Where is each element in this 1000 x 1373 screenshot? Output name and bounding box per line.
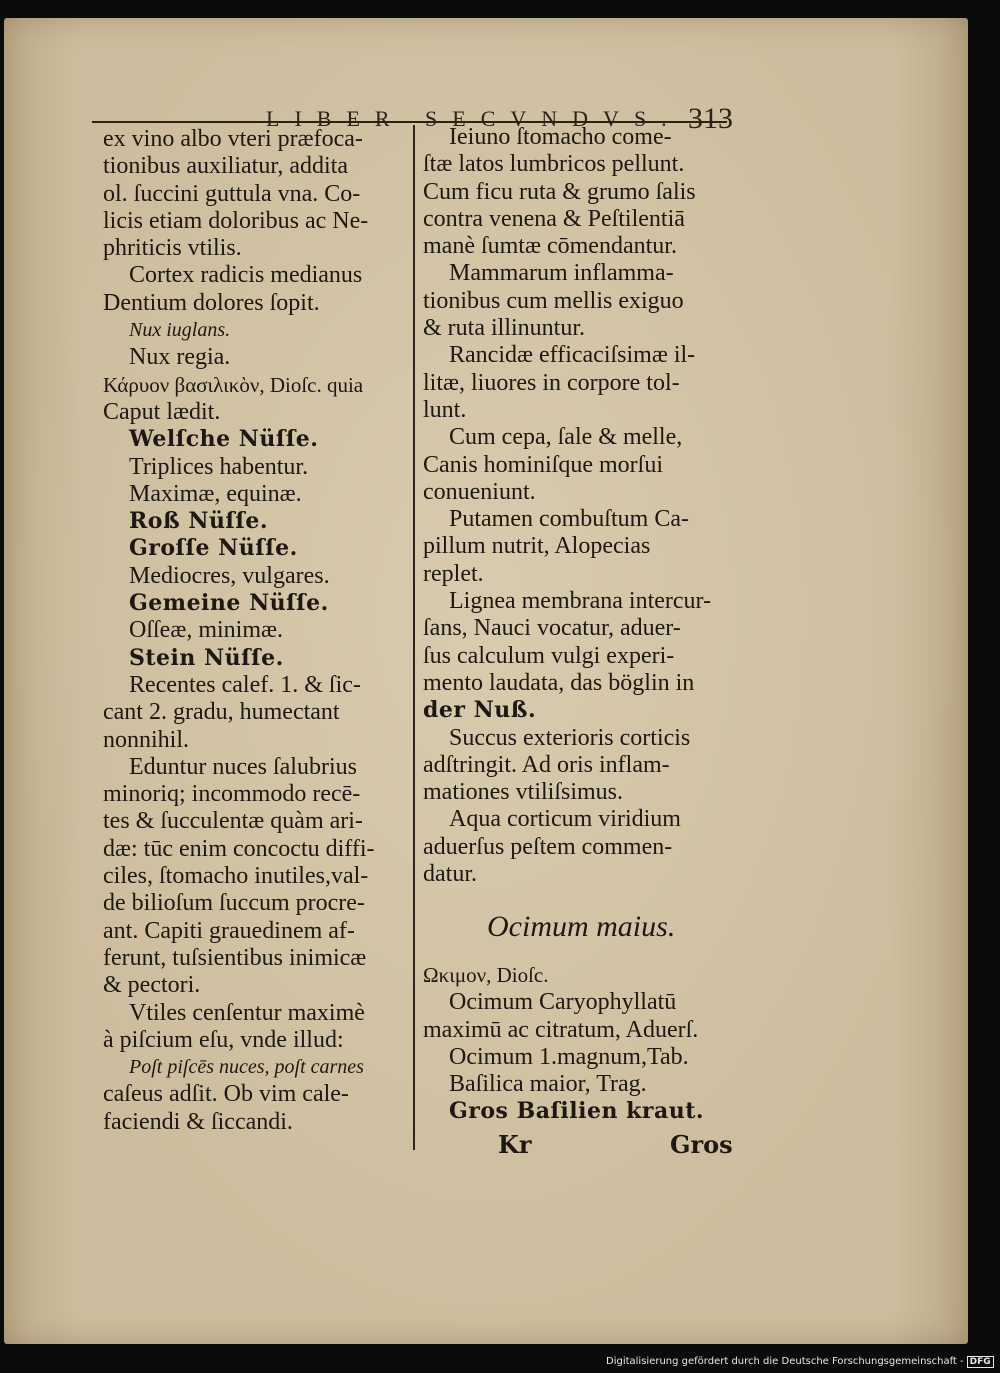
text-line: Κάρυον βασιλικὸν, Dioſc. quia [103, 372, 364, 397]
text-line: ferunt, tuſsientibus inimicæ [103, 944, 367, 971]
text-line: Stein Nüſſe. [129, 644, 284, 671]
text-line: tionibus auxiliatur, addita [103, 153, 348, 180]
text-line: Vtiles cenſentur maximè [129, 999, 365, 1026]
text-line: Poſt piſcēs nuces, poſt carnes [129, 1056, 364, 1079]
text-line: minoriq; incommodo recē- [103, 781, 361, 808]
text-line: contra venena & Peſtilentiā [423, 205, 685, 232]
text-line: mento laudata, das böglin in [423, 669, 695, 696]
credit-text: Digitalisierung gefördert durch die Deutsche Forschungsgemeinschaft - [606, 1356, 964, 1367]
text-line: Rancidæ efficaciſsimæ il- [449, 342, 696, 369]
text-line: mationes vtiliſsimus. [423, 779, 624, 806]
text-line: Cum cepa, ſale & melle, [449, 424, 683, 451]
text-line: Nux regia. [129, 344, 231, 371]
text-line: Recentes calef. 1. & ſic- [129, 671, 361, 698]
text-line: der Nuß. [423, 697, 537, 724]
text-line: ant. Capiti grauedinem af- [103, 917, 355, 944]
column-divider [413, 125, 415, 1150]
text-line: aduerſus peſtem commen- [423, 833, 673, 860]
text-line: Gros Baſilien kraut. [449, 1098, 705, 1125]
text-line: Baſilica maior, Trag. [449, 1071, 647, 1098]
text-line: Succus exterioris corticis [449, 724, 691, 751]
text-line: ciles, ſtomacho inutiles,val- [103, 863, 369, 890]
text-line: conueniunt. [423, 478, 536, 505]
text-line: à piſcium eſu, vnde illud: [103, 1026, 344, 1053]
text-line: Eduntur nuces ſalubrius [129, 753, 357, 780]
text-line: replet. [423, 560, 484, 587]
dfg-logo: DFG [967, 1356, 994, 1368]
catchword-left: Kr [498, 1130, 532, 1159]
text-line: Ieiuno ſtomacho come- [449, 124, 672, 150]
header-rule [92, 121, 727, 123]
text-line: Putamen combuſtum Ca- [449, 506, 689, 533]
text-line: nonnihil. [103, 726, 190, 753]
text-line: ol. ſuccini guttula vna. Co- [103, 180, 361, 207]
text-line: Maximæ, equinæ. [129, 480, 302, 507]
text-line: licis etiam doloribus ac Ne- [103, 207, 369, 234]
text-line: Ocimum 1.magnum,Tab. [449, 1043, 689, 1070]
text-line: & ruta illinuntur. [423, 315, 585, 342]
text-line: Cortex radicis medianus [129, 262, 363, 289]
text-line: cant 2. gradu, humectant [103, 699, 340, 726]
text-line: faciendi & ſiccandi. [103, 1108, 293, 1135]
text-line: Nux iuglans. [129, 319, 231, 342]
text-line: ex vino albo vteri præfoca- [103, 126, 363, 152]
text-line: pillum nutrit, Alopecias [423, 533, 651, 560]
text-line: Ωκιμον, Dioſc. [423, 963, 549, 987]
text-line: Oſſeæ, minimæ. [129, 617, 284, 644]
text-line: & pectori. [103, 972, 201, 999]
digitization-credit [606, 1356, 994, 1368]
text-line: caſeus adſit. Ob vim cale- [103, 1081, 349, 1108]
text-line: Canis hominiſque morſui [423, 451, 663, 478]
text-line: de bilioſum ſuccum procre- [103, 890, 365, 917]
text-line: ſus calculum vulgi experi- [423, 642, 675, 669]
running-title: LIBER SECVNDVS. [266, 106, 682, 131]
text-line: Mammarum inflamma- [449, 260, 674, 287]
text-line: adſtringit. Ad oris inflam- [423, 751, 670, 778]
section-heading: Ocimum maius. [487, 910, 676, 943]
left-column [103, 126, 408, 1136]
text-line: Triplices habentur. [129, 453, 309, 480]
text-line: tionibus cum mellis exiguo [423, 287, 684, 314]
text-line: Cum ficu ruta & grumo ſalis [423, 178, 696, 205]
text-line: manè ſumtæ cōmendantur. [423, 233, 677, 260]
right-column-continued [423, 962, 729, 1126]
text-line: litæ, liuores in corpore tol- [423, 369, 680, 396]
text-line: Caput lædit. [103, 398, 221, 425]
text-line: Lignea membrana intercur- [449, 588, 712, 615]
text-line: lunt. [423, 396, 467, 423]
text-line: Groſſe Nüſſe. [129, 535, 298, 562]
text-line: phriticis vtilis. [103, 235, 242, 262]
text-line: Dentium dolores ſopit. [103, 289, 320, 316]
text-line: Mediocres, vulgares. [129, 562, 330, 589]
text-line: datur. [423, 861, 477, 888]
text-line: maximū ac citratum, Aduerſ. [423, 1016, 699, 1043]
text-line: Roß Nüſſe. [129, 508, 269, 535]
text-line: dæ: tūc enim concoctu diffi- [103, 835, 375, 862]
text-line: Aqua corticum viridium [449, 806, 681, 833]
text-line: Welſche Nüſſe. [129, 426, 319, 453]
text-line: Ocimum Caryophyllatū [449, 989, 677, 1016]
text-line: Gemeine Nüſſe. [129, 590, 329, 617]
page-number: 313 [688, 102, 733, 135]
text-line: ſtæ latos lumbricos pellunt. [423, 151, 685, 178]
text-line: ſans, Nauci vocatur, aduer- [423, 615, 681, 642]
catchword-right: Gros [670, 1130, 733, 1159]
text-line: tes & ſucculentæ quàm ari- [103, 808, 363, 835]
right-column [423, 124, 729, 888]
